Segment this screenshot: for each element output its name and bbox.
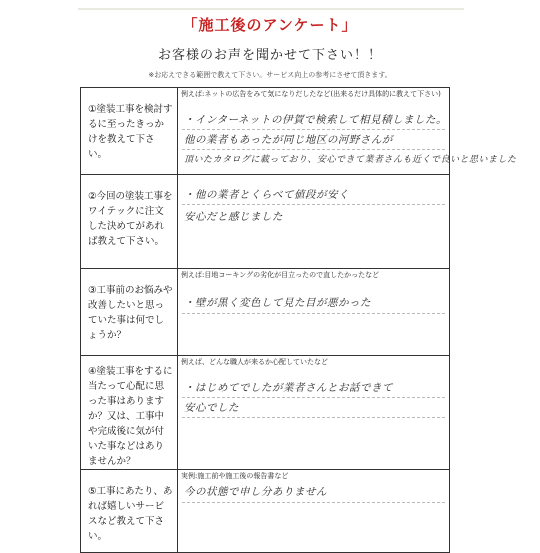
page-subtitle: お客様のお声を聞かせて下さい！！ (157, 48, 382, 63)
survey-row (81, 356, 450, 470)
answer-line: 今の状態で申し分ありません (184, 486, 327, 498)
question-cell (81, 470, 178, 553)
answer-line: ・壁が黒く変色して見た目が悪かった (184, 297, 371, 309)
example-text: 例えば、どんな職人が来るか心配していたなど (181, 358, 328, 366)
survey-row (81, 88, 450, 175)
page-title: 「施工後のアンケート」 (182, 16, 358, 34)
question-cell (81, 269, 178, 356)
answer-cell (178, 470, 450, 553)
answer-cell (178, 356, 450, 470)
answer-cell (178, 269, 450, 356)
example-text: 例えば:目地コーキングの劣化が目立ったので直したかったなど (181, 271, 380, 279)
answer-cell (178, 88, 517, 175)
answer-line: ・他の業者とくらべて値段が安く (184, 189, 349, 201)
question-text: ③工事前のお悩みや改善したいと思っていた事は何でしょうか？ (88, 285, 173, 341)
question-text: ⑤工事にあたり、あれば嬉しいサービスなど教えて下さい。 (88, 486, 173, 542)
answer-guide-line (182, 129, 445, 130)
answer-line: 他の業者もあったが同じ地区の河野さんが (184, 134, 393, 146)
answer-line: ・インターネットの伊賀で検索して相見積しました。 (184, 114, 448, 126)
answer-guide-line (182, 417, 445, 418)
example-text: 例えば:ネットの広告をみて気になりだしたなど(出来るだけ具体的に教えて下さい) (181, 90, 441, 98)
answer-guide-line (182, 149, 445, 150)
answer-line: 安心でした (184, 402, 239, 414)
answer-line: 安心だと感じました (184, 211, 283, 223)
question-text: ②今回の塗装工事をワイテックに注文した決めてがあれば教えて下さい。 (88, 191, 173, 247)
answer-guide-line (182, 397, 445, 398)
question-text: ④塗装工事をするに当たって心配に思った事はありますか？又は、工事中や完成後に気が付いた事などはありませんか？ (88, 366, 173, 467)
answer-cell (178, 175, 450, 269)
answer-guide-line (182, 313, 445, 314)
answer-guide-line (182, 204, 445, 205)
survey-row (81, 175, 450, 269)
answer-guide-line (182, 502, 445, 503)
question-text: ①塗装工事を検討するに至ったきっかけを教えて下さい。 (88, 104, 173, 160)
question-cell (81, 356, 178, 470)
example-text: 実例:施工前や施工後の報告書など (181, 472, 289, 480)
question-cell (81, 175, 178, 269)
top-divider (78, 8, 464, 10)
survey-row (81, 269, 450, 356)
answer-line: ・はじめてでしたが業者さんとお話できて (184, 382, 393, 394)
question-cell (81, 88, 178, 175)
survey-row (81, 470, 450, 553)
instruction-note: ※お応えできる範囲で教えて下さい。サービス向上の参考にさせて頂きます。 (148, 71, 392, 79)
survey-table (80, 87, 517, 553)
answer-line: 頂いたカタログに載っており、安心できて業者さんも近くで良いと思いました (184, 155, 517, 165)
example-text (178, 175, 449, 179)
